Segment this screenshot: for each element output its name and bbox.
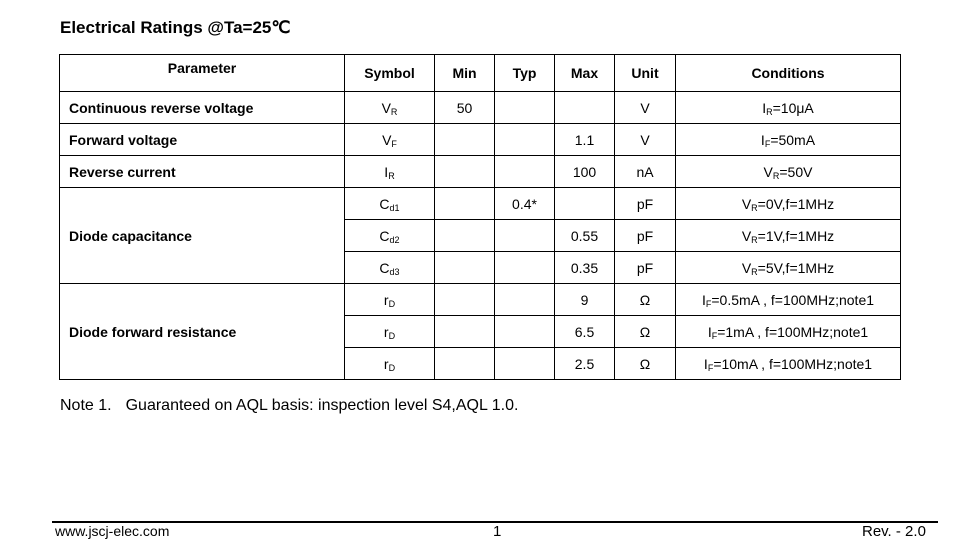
header-unit: Unit: [615, 55, 676, 92]
electrical-ratings-table: [59, 54, 901, 380]
conditions-cell: $I_F=10mA$ , f=100MHz;note1: [676, 348, 901, 380]
conditions-cell: $V_R=1V,f=1MHz$: [676, 220, 901, 252]
min-cell: [435, 348, 495, 380]
typ-cell: [495, 92, 555, 124]
max-cell: 6.5: [555, 316, 615, 348]
max-cell: 1.1: [555, 124, 615, 156]
symbol-cell: $r_D$: [345, 348, 435, 380]
typ-cell: [495, 284, 555, 316]
unit-cell: Ω: [615, 348, 676, 380]
max-cell: 100: [555, 156, 615, 188]
parameter-cell: Diode capacitance: [60, 188, 345, 284]
min-cell: 50: [435, 92, 495, 124]
max-cell: [555, 188, 615, 220]
conditions-cell: $V_R=5V,f=1MHz$: [676, 252, 901, 284]
parameter-cell: Reverse current: [60, 156, 345, 188]
conditions-cell: $V_R=0V,f=1MHz$: [676, 188, 901, 220]
header-min: Min: [435, 55, 495, 92]
unit-cell: V: [615, 92, 676, 124]
header-symbol: Symbol: [345, 55, 435, 92]
typ-cell: [495, 252, 555, 284]
unit-cell: pF: [615, 252, 676, 284]
note-number: Note 1.: [60, 397, 112, 414]
footer-website: www.jscj-elec.com: [55, 523, 170, 539]
min-cell: [435, 220, 495, 252]
table-row: [60, 92, 901, 124]
conditions-cell: $I_R=10\mu A$: [676, 92, 901, 124]
min-cell: [435, 252, 495, 284]
max-cell: 0.55: [555, 220, 615, 252]
typ-cell: 0.4*: [495, 188, 555, 220]
symbol-cell: $V_F$: [345, 124, 435, 156]
unit-cell: V: [615, 124, 676, 156]
note: [60, 397, 518, 415]
symbol-cell: $r_D$: [345, 316, 435, 348]
typ-cell: [495, 124, 555, 156]
max-cell: 0.35: [555, 252, 615, 284]
header-typ: Typ: [495, 55, 555, 92]
max-cell: 9: [555, 284, 615, 316]
min-cell: [435, 124, 495, 156]
typ-cell: [495, 348, 555, 380]
symbol-cell: $C_{d3}$: [345, 252, 435, 284]
unit-cell: pF: [615, 188, 676, 220]
unit-cell: Ω: [615, 284, 676, 316]
min-cell: [435, 156, 495, 188]
unit-cell: pF: [615, 220, 676, 252]
footer-revision: Rev. - 2.0: [862, 523, 926, 540]
conditions-cell: $I_F=0.5mA$ , f=100MHz;note1: [676, 284, 901, 316]
table-row: [60, 124, 901, 156]
symbol-cell: $r_D$: [345, 284, 435, 316]
unit-cell: Ω: [615, 316, 676, 348]
symbol-cell: $C_{d2}$: [345, 220, 435, 252]
header-parameter: Parameter: [60, 55, 345, 92]
unit-cell: nA: [615, 156, 676, 188]
parameter-cell: Forward voltage: [60, 124, 345, 156]
symbol-cell: $C_{d1}$: [345, 188, 435, 220]
min-cell: [435, 284, 495, 316]
table-row: [60, 188, 901, 220]
footer-page-number: 1: [493, 523, 502, 540]
min-cell: [435, 316, 495, 348]
conditions-cell: $I_F=50mA$: [676, 124, 901, 156]
parameter-cell: Continuous reverse voltage: [60, 92, 345, 124]
header-max: Max: [555, 55, 615, 92]
symbol-cell: $I_R$: [345, 156, 435, 188]
section-title: Electrical Ratings @Ta=25℃: [60, 18, 291, 37]
table-row: [60, 284, 901, 316]
symbol-cell: $V_R$: [345, 92, 435, 124]
max-cell: [555, 92, 615, 124]
table-row: [60, 156, 901, 188]
table-header-row: [60, 55, 901, 92]
conditions-cell: $I_F=1mA$ , f=100MHz;note1: [676, 316, 901, 348]
note-text: Guaranteed on AQL basis: inspection level S4,AQL 1.0.: [125, 397, 519, 414]
parameter-cell: Diode forward resistance: [60, 284, 345, 380]
typ-cell: [495, 156, 555, 188]
max-cell: 2.5: [555, 348, 615, 380]
header-conditions: Conditions: [676, 55, 901, 92]
typ-cell: [495, 316, 555, 348]
conditions-cell: $V_R=50V$: [676, 156, 901, 188]
typ-cell: [495, 220, 555, 252]
min-cell: [435, 188, 495, 220]
